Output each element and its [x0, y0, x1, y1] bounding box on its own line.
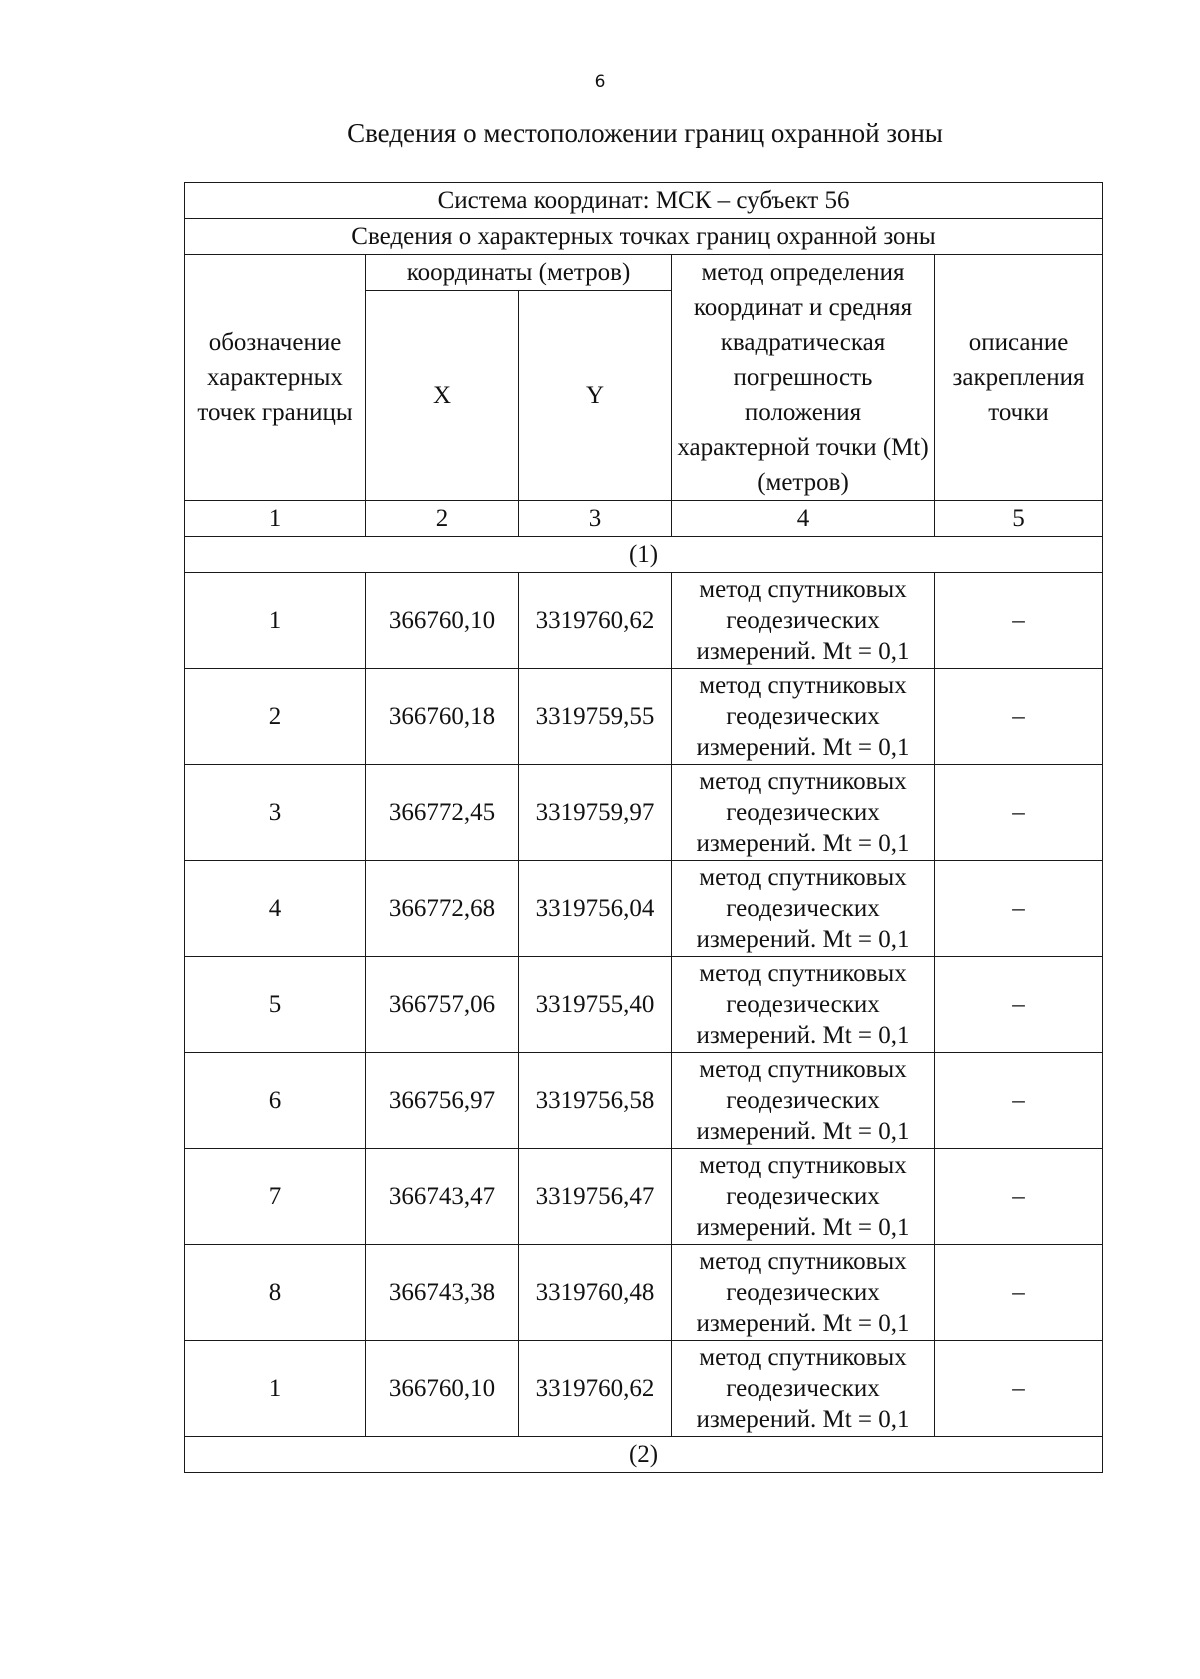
point-number-cell: 4 [185, 861, 366, 957]
y-coordinate-cell: 3319760,62 [519, 573, 672, 669]
x-coordinate-cell: 366760,10 [366, 1341, 519, 1437]
x-coordinate-cell: 366760,18 [366, 669, 519, 765]
column-number: 3 [519, 501, 672, 537]
x-coordinate-cell: 366743,47 [366, 1149, 519, 1245]
description-cell: – [935, 1053, 1103, 1149]
description-cell: – [935, 1341, 1103, 1437]
method-cell: метод спутниковых геодезических измерений. Mt = 0,1 [672, 1053, 935, 1149]
column-number: 2 [366, 501, 519, 537]
method-cell: метод спутниковых геодезических измерений. Mt = 0,1 [672, 957, 935, 1053]
table-row [185, 1245, 1103, 1341]
point-number-cell: 8 [185, 1245, 366, 1341]
table-row [185, 1053, 1103, 1149]
coordinate-system-header: Система координат: МСК – субъект 56 [185, 183, 1103, 219]
y-coordinate-cell: 3319759,97 [519, 765, 672, 861]
group-row [185, 1437, 1103, 1473]
point-number-cell: 1 [185, 1341, 366, 1437]
point-number-cell: 7 [185, 1149, 366, 1245]
table-row [185, 669, 1103, 765]
description-cell: – [935, 957, 1103, 1053]
method-cell: метод спутниковых геодезических измерений. Mt = 0,1 [672, 1245, 935, 1341]
point-number-cell: 1 [185, 573, 366, 669]
x-coordinate-cell: 366756,97 [366, 1053, 519, 1149]
table-row [185, 1149, 1103, 1245]
table-row [185, 765, 1103, 861]
column-header-row [185, 255, 1103, 291]
point-number-cell: 5 [185, 957, 366, 1053]
y-coordinate-cell: 3319760,62 [519, 1341, 672, 1437]
description-cell: – [935, 861, 1103, 957]
page-number: 6 [594, 72, 606, 92]
method-cell: метод спутниковых геодезических измерений. Mt = 0,1 [672, 1149, 935, 1245]
method-cell: метод спутниковых геодезических измерений. Mt = 0,1 [672, 861, 935, 957]
description-cell: – [935, 1245, 1103, 1341]
point-number-cell: 6 [185, 1053, 366, 1149]
points-info-row [185, 219, 1103, 255]
group-row [185, 537, 1103, 573]
description-cell: – [935, 1149, 1103, 1245]
method-cell: метод спутниковых геодезических измерений. Mt = 0,1 [672, 765, 935, 861]
method-cell: метод спутниковых геодезических измерений. Mt = 0,1 [672, 573, 935, 669]
x-coordinate-cell: 366757,06 [366, 957, 519, 1053]
coordinate-system-row [185, 183, 1103, 219]
table-row [185, 957, 1103, 1053]
designation-header: обозначение характерных точек границы [185, 255, 366, 501]
x-coordinate-cell: 366743,38 [366, 1245, 519, 1341]
point-number-cell: 3 [185, 765, 366, 861]
column-number: 5 [935, 501, 1103, 537]
table-row [185, 1341, 1103, 1437]
x-coordinate-cell: 366760,10 [366, 573, 519, 669]
boundary-points-table [184, 182, 1103, 1473]
group-label: (1) [185, 537, 1103, 573]
column-number-row [185, 501, 1103, 537]
x-coordinate-cell: 366772,45 [366, 765, 519, 861]
y-coordinate-cell: 3319760,48 [519, 1245, 672, 1341]
y-coordinate-cell: 3319755,40 [519, 957, 672, 1053]
x-coordinate-cell: 366772,68 [366, 861, 519, 957]
y-header: Y [519, 291, 672, 501]
description-cell: – [935, 573, 1103, 669]
method-cell: метод спутниковых геодезических измерений. Mt = 0,1 [672, 1341, 935, 1437]
coordinates-header: координаты (метров) [366, 255, 672, 291]
table-row [185, 573, 1103, 669]
method-cell: метод спутниковых геодезических измерений. Mt = 0,1 [672, 669, 935, 765]
point-number-cell: 2 [185, 669, 366, 765]
document-title: Сведения о местоположении границ охранной зоны [347, 118, 943, 148]
y-coordinate-cell: 3319756,47 [519, 1149, 672, 1245]
method-header: метод определения координат и средняя квадратическая погрешность положения характерной точки (Mt) (метров) [672, 255, 935, 501]
points-info-header: Сведения о характерных точках границ охранной зоны [185, 219, 1103, 255]
description-cell: – [935, 765, 1103, 861]
x-header: X [366, 291, 519, 501]
y-coordinate-cell: 3319756,58 [519, 1053, 672, 1149]
y-coordinate-cell: 3319759,55 [519, 669, 672, 765]
group-label: (2) [185, 1437, 1103, 1473]
description-header: описание закрепления точки [935, 255, 1103, 501]
description-cell: – [935, 669, 1103, 765]
y-coordinate-cell: 3319756,04 [519, 861, 672, 957]
column-number: 1 [185, 501, 366, 537]
column-number: 4 [672, 501, 935, 537]
table-row [185, 861, 1103, 957]
